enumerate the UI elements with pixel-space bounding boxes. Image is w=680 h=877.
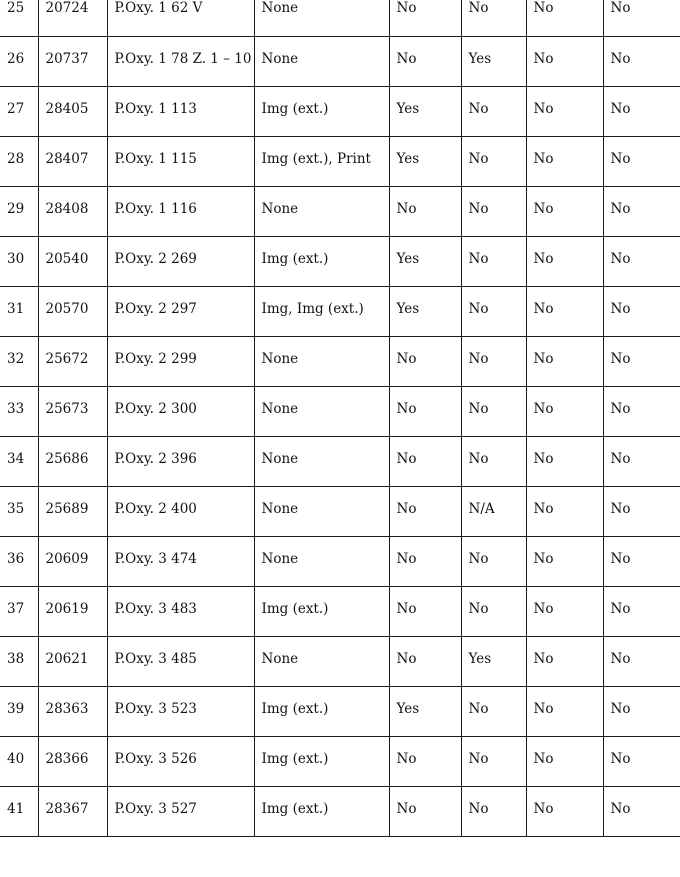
- table-row: [0, 536, 680, 586]
- cell-row-number: 34: [0, 436, 38, 486]
- cell-publication: P.Oxy. 3 474: [107, 536, 254, 586]
- cell-col-7: No: [526, 386, 603, 436]
- cell-images: None: [254, 536, 389, 586]
- cell-col-7: No: [526, 136, 603, 186]
- table-row: [0, 0, 680, 36]
- cell-col-7: No: [526, 36, 603, 86]
- cell-row-number: 25: [0, 0, 38, 36]
- cell-col-8: No: [603, 336, 680, 386]
- table-row: [0, 386, 680, 436]
- cell-col-5: No: [389, 486, 461, 536]
- cell-tm-number: 28367: [38, 786, 107, 836]
- cell-tm-number: 25673: [38, 386, 107, 436]
- cell-row-number: 36: [0, 536, 38, 586]
- cell-col-5: No: [389, 186, 461, 236]
- cell-row-number: 32: [0, 336, 38, 386]
- cell-col-5: No: [389, 0, 461, 36]
- cell-col-5: No: [389, 336, 461, 386]
- cell-tm-number: 28408: [38, 186, 107, 236]
- cell-publication: P.Oxy. 3 523: [107, 686, 254, 736]
- cell-col-8: No: [603, 286, 680, 336]
- cell-images: None: [254, 636, 389, 686]
- cell-col-5: Yes: [389, 86, 461, 136]
- cell-col-5: No: [389, 636, 461, 686]
- cell-col-6: No: [461, 286, 526, 336]
- cell-tm-number: 20621: [38, 636, 107, 686]
- cell-tm-number: 25689: [38, 486, 107, 536]
- cell-col-8: No: [603, 186, 680, 236]
- cell-col-6: No: [461, 586, 526, 636]
- cell-col-8: No: [603, 86, 680, 136]
- cell-tm-number: 20724: [38, 0, 107, 36]
- cell-col-5: Yes: [389, 136, 461, 186]
- cell-images: Img (ext.): [254, 736, 389, 786]
- cell-publication: P.Oxy. 2 300: [107, 386, 254, 436]
- cell-images: Img, Img (ext.): [254, 286, 389, 336]
- cell-col-6: No: [461, 436, 526, 486]
- cell-col-7: No: [526, 486, 603, 536]
- cell-images: None: [254, 36, 389, 86]
- cell-images: Img (ext.): [254, 86, 389, 136]
- cell-col-7: No: [526, 336, 603, 386]
- cell-col-7: No: [526, 636, 603, 686]
- cell-publication: P.Oxy. 1 116: [107, 186, 254, 236]
- cell-publication: P.Oxy. 1 62 V: [107, 0, 254, 36]
- cell-col-8: No: [603, 136, 680, 186]
- cell-col-7: No: [526, 186, 603, 236]
- cell-publication: P.Oxy. 2 400: [107, 486, 254, 536]
- table-row: [0, 786, 680, 836]
- cell-col-8: No: [603, 636, 680, 686]
- table-row: [0, 686, 680, 736]
- cell-col-6: No: [461, 0, 526, 36]
- cell-col-8: No: [603, 0, 680, 36]
- cell-tm-number: 28363: [38, 686, 107, 736]
- table-row: [0, 86, 680, 136]
- cell-row-number: 38: [0, 636, 38, 686]
- cell-col-8: No: [603, 736, 680, 786]
- cell-row-number: 31: [0, 286, 38, 336]
- cell-col-5: No: [389, 436, 461, 486]
- cell-tm-number: 20570: [38, 286, 107, 336]
- cell-col-8: No: [603, 36, 680, 86]
- cell-col-8: No: [603, 386, 680, 436]
- cell-col-6: No: [461, 86, 526, 136]
- cell-images: None: [254, 386, 389, 436]
- cell-col-7: No: [526, 436, 603, 486]
- table-row: [0, 286, 680, 336]
- cell-tm-number: 20609: [38, 536, 107, 586]
- cell-col-5: No: [389, 36, 461, 86]
- cell-tm-number: 20737: [38, 36, 107, 86]
- cell-row-number: 35: [0, 486, 38, 536]
- cell-col-5: Yes: [389, 286, 461, 336]
- cell-images: Img (ext.): [254, 686, 389, 736]
- cell-tm-number: 28407: [38, 136, 107, 186]
- cell-col-5: No: [389, 736, 461, 786]
- cell-images: None: [254, 186, 389, 236]
- table-row: [0, 36, 680, 86]
- cell-tm-number: 25686: [38, 436, 107, 486]
- cell-col-6: No: [461, 386, 526, 436]
- cell-row-number: 30: [0, 236, 38, 286]
- cell-col-5: No: [389, 386, 461, 436]
- cell-tm-number: 25672: [38, 336, 107, 386]
- table-row: [0, 336, 680, 386]
- cell-col-6: No: [461, 786, 526, 836]
- cell-publication: P.Oxy. 3 526: [107, 736, 254, 786]
- cell-images: None: [254, 486, 389, 536]
- cell-row-number: 26: [0, 36, 38, 86]
- cell-tm-number: 20540: [38, 236, 107, 286]
- table-row: [0, 236, 680, 286]
- cell-publication: P.Oxy. 2 269: [107, 236, 254, 286]
- cell-col-6: No: [461, 686, 526, 736]
- cell-col-5: Yes: [389, 686, 461, 736]
- cell-tm-number: 20619: [38, 586, 107, 636]
- cell-col-5: Yes: [389, 236, 461, 286]
- cell-col-8: No: [603, 686, 680, 736]
- cell-publication: P.Oxy. 2 396: [107, 436, 254, 486]
- cell-tm-number: 28405: [38, 86, 107, 136]
- cell-row-number: 39: [0, 686, 38, 736]
- table-row: [0, 736, 680, 786]
- cell-col-7: No: [526, 536, 603, 586]
- cell-col-5: No: [389, 536, 461, 586]
- cell-images: None: [254, 336, 389, 386]
- cell-col-8: No: [603, 436, 680, 486]
- cell-row-number: 41: [0, 786, 38, 836]
- cell-publication: P.Oxy. 2 297: [107, 286, 254, 336]
- table-row: [0, 586, 680, 636]
- cell-publication: P.Oxy. 3 483: [107, 586, 254, 636]
- cell-images: None: [254, 0, 389, 36]
- cell-col-6: No: [461, 736, 526, 786]
- cell-publication: P.Oxy. 2 299: [107, 336, 254, 386]
- cell-row-number: 28: [0, 136, 38, 186]
- cell-col-6: Yes: [461, 636, 526, 686]
- cell-col-8: No: [603, 786, 680, 836]
- table-row: [0, 486, 680, 536]
- cell-publication: P.Oxy. 1 113: [107, 86, 254, 136]
- cell-tm-number: 28366: [38, 736, 107, 786]
- cell-row-number: 29: [0, 186, 38, 236]
- cell-row-number: 27: [0, 86, 38, 136]
- cell-row-number: 33: [0, 386, 38, 436]
- cell-row-number: 40: [0, 736, 38, 786]
- cell-col-7: No: [526, 586, 603, 636]
- cell-col-6: No: [461, 186, 526, 236]
- table-row: [0, 436, 680, 486]
- cell-col-6: No: [461, 536, 526, 586]
- cell-col-7: No: [526, 686, 603, 736]
- cell-col-6: No: [461, 236, 526, 286]
- cell-col-8: No: [603, 536, 680, 586]
- cell-col-8: No: [603, 486, 680, 536]
- cell-col-5: No: [389, 786, 461, 836]
- cell-col-7: No: [526, 286, 603, 336]
- cell-col-6: N/A: [461, 486, 526, 536]
- cell-col-8: No: [603, 236, 680, 286]
- cell-col-8: No: [603, 586, 680, 636]
- cell-col-7: No: [526, 86, 603, 136]
- cell-publication: P.Oxy. 3 527: [107, 786, 254, 836]
- cell-col-7: No: [526, 736, 603, 786]
- table-row: [0, 186, 680, 236]
- cell-row-number: 37: [0, 586, 38, 636]
- cell-publication: P.Oxy. 3 485: [107, 636, 254, 686]
- cell-publication: P.Oxy. 1 115: [107, 136, 254, 186]
- cell-images: Img (ext.): [254, 786, 389, 836]
- cell-publication: P.Oxy. 1 78 Z. 1 – 10: [107, 36, 254, 86]
- cell-images: Img (ext.): [254, 586, 389, 636]
- cell-col-6: No: [461, 136, 526, 186]
- cell-col-6: No: [461, 336, 526, 386]
- cell-col-5: No: [389, 586, 461, 636]
- cell-col-7: No: [526, 0, 603, 36]
- cell-images: Img (ext.), Print: [254, 136, 389, 186]
- cell-col-7: No: [526, 236, 603, 286]
- cell-col-7: No: [526, 786, 603, 836]
- table-row: [0, 136, 680, 186]
- cell-images: None: [254, 436, 389, 486]
- cell-images: Img (ext.): [254, 236, 389, 286]
- table-row: [0, 636, 680, 686]
- cell-col-6: Yes: [461, 36, 526, 86]
